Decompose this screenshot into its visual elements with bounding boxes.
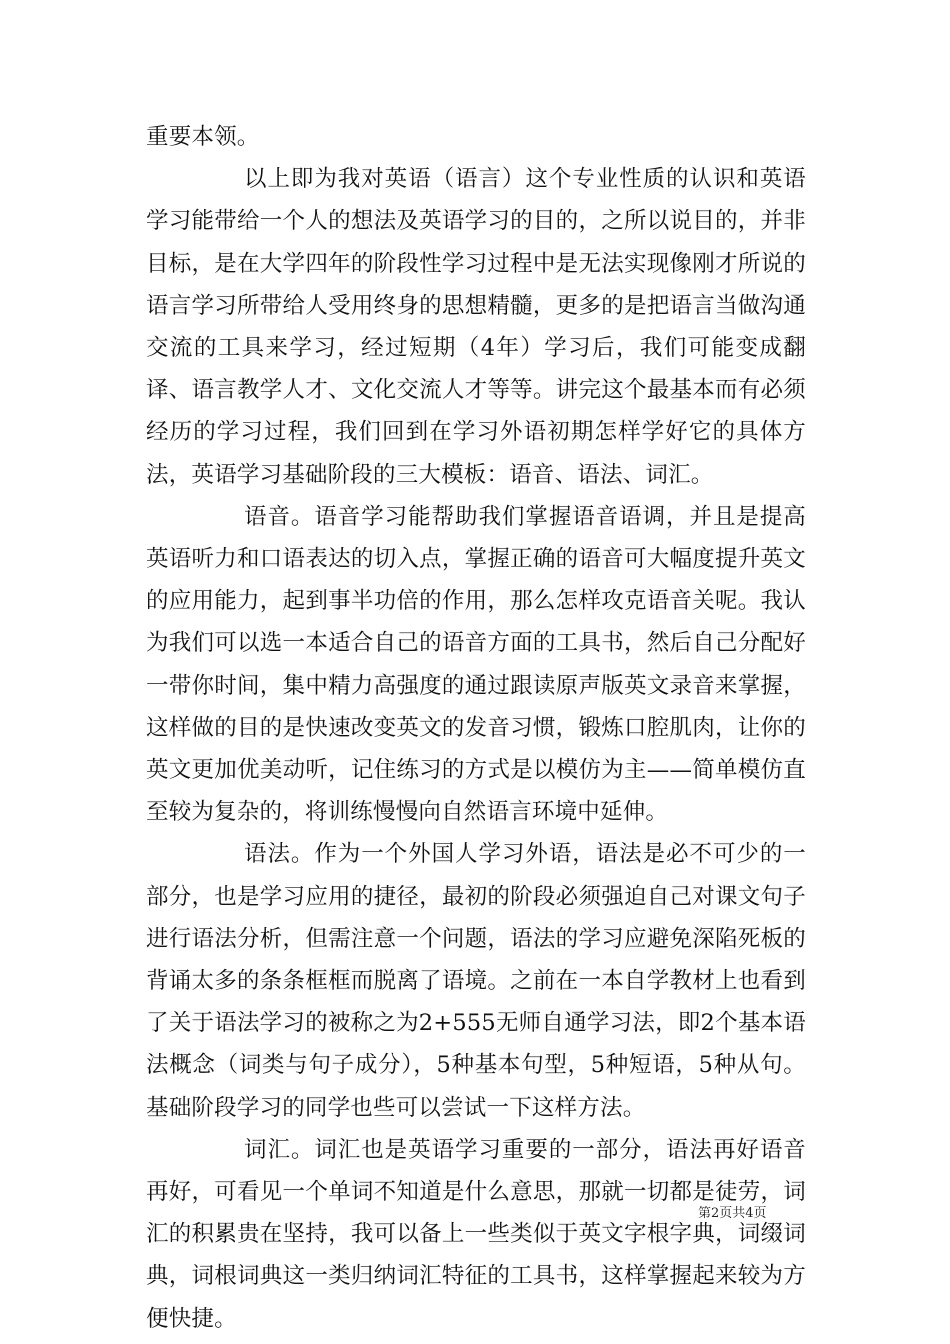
- paragraph-pronunciation: 语音。语音学习能帮助我们掌握语音语调，并且是提高英语听力和口语表达的切入点，掌握正确的语音可大幅度提升英文的应用能力，起到事半功倍的作用，那么怎样攻克语音关呢。我认为我们可以选一本适合自己的语音方面的工具书，然后自己分配好一带你时间，集中精力高强度的通过跟读原声版英文录音来掌握，这样做的目的是快速改变英文的发音习惯，锻炼口腔肌肉，让你的英文更加优美动听，记住练习的方式是以模仿为主——简单模仿直至较为复杂的，将训练慢慢向自然语言环境中延伸。: [146, 503, 806, 826]
- paragraph-vocabulary: 词汇。词汇也是英语学习重要的一部分，语法再好语音再好，可看见一个单词不知道是什么意思，那就一切都是徒劳，词汇的积累贵在坚持，我可以备上一些类似于英文字根字典，词缀词典，词根词典这一类归纳词汇特征的工具书，这样掌握起来较为方便快捷。: [146, 1136, 806, 1332]
- paragraph-continuation: 重要本领。: [146, 124, 260, 150]
- body-text: [146, 116, 806, 1340]
- paragraph-intro: 以上即为我对英语（语言）这个专业性质的认识和英语学习能带给一个人的想法及英语学习的目的，之所以说目的，并非目标，是在大学四年的阶段性学习过程中是无法实现像刚才所说的语言学习所带给人受用终身的思想精髓，更多的是把语言当做沟通交流的工具来学习，经过短期（4年）学习后，我们可能变成翻译、语言教学人才、文化交流人才等等。讲完这个最基本而有必须经历的学习过程，我们回到在学习外语初期怎样学好它的具体方法，英语学习基础阶段的三大模板：语音、语法、词汇。: [146, 166, 806, 488]
- page-number-footer: 第2页共4页: [698, 1206, 767, 1221]
- paragraph-grammar: 语法。作为一个外国人学习外语，语法是必不可少的一部分，也是学习应用的捷径，最初的阶段必须强迫自己对课文句子进行语法分析，但需注意一个问题，语法的学习应避免深陷死板的背诵太多的条条框框而脱离了语境。之前在一本自学教材上也看到了关于语法学习的被称之为2+555无师自通学习法，即2个基本语法概念（词类与句子成分），5种基本句型，5种短语，5种从句。基础阶段学习的同学也些可以尝试一下这样方法。: [146, 841, 806, 1121]
